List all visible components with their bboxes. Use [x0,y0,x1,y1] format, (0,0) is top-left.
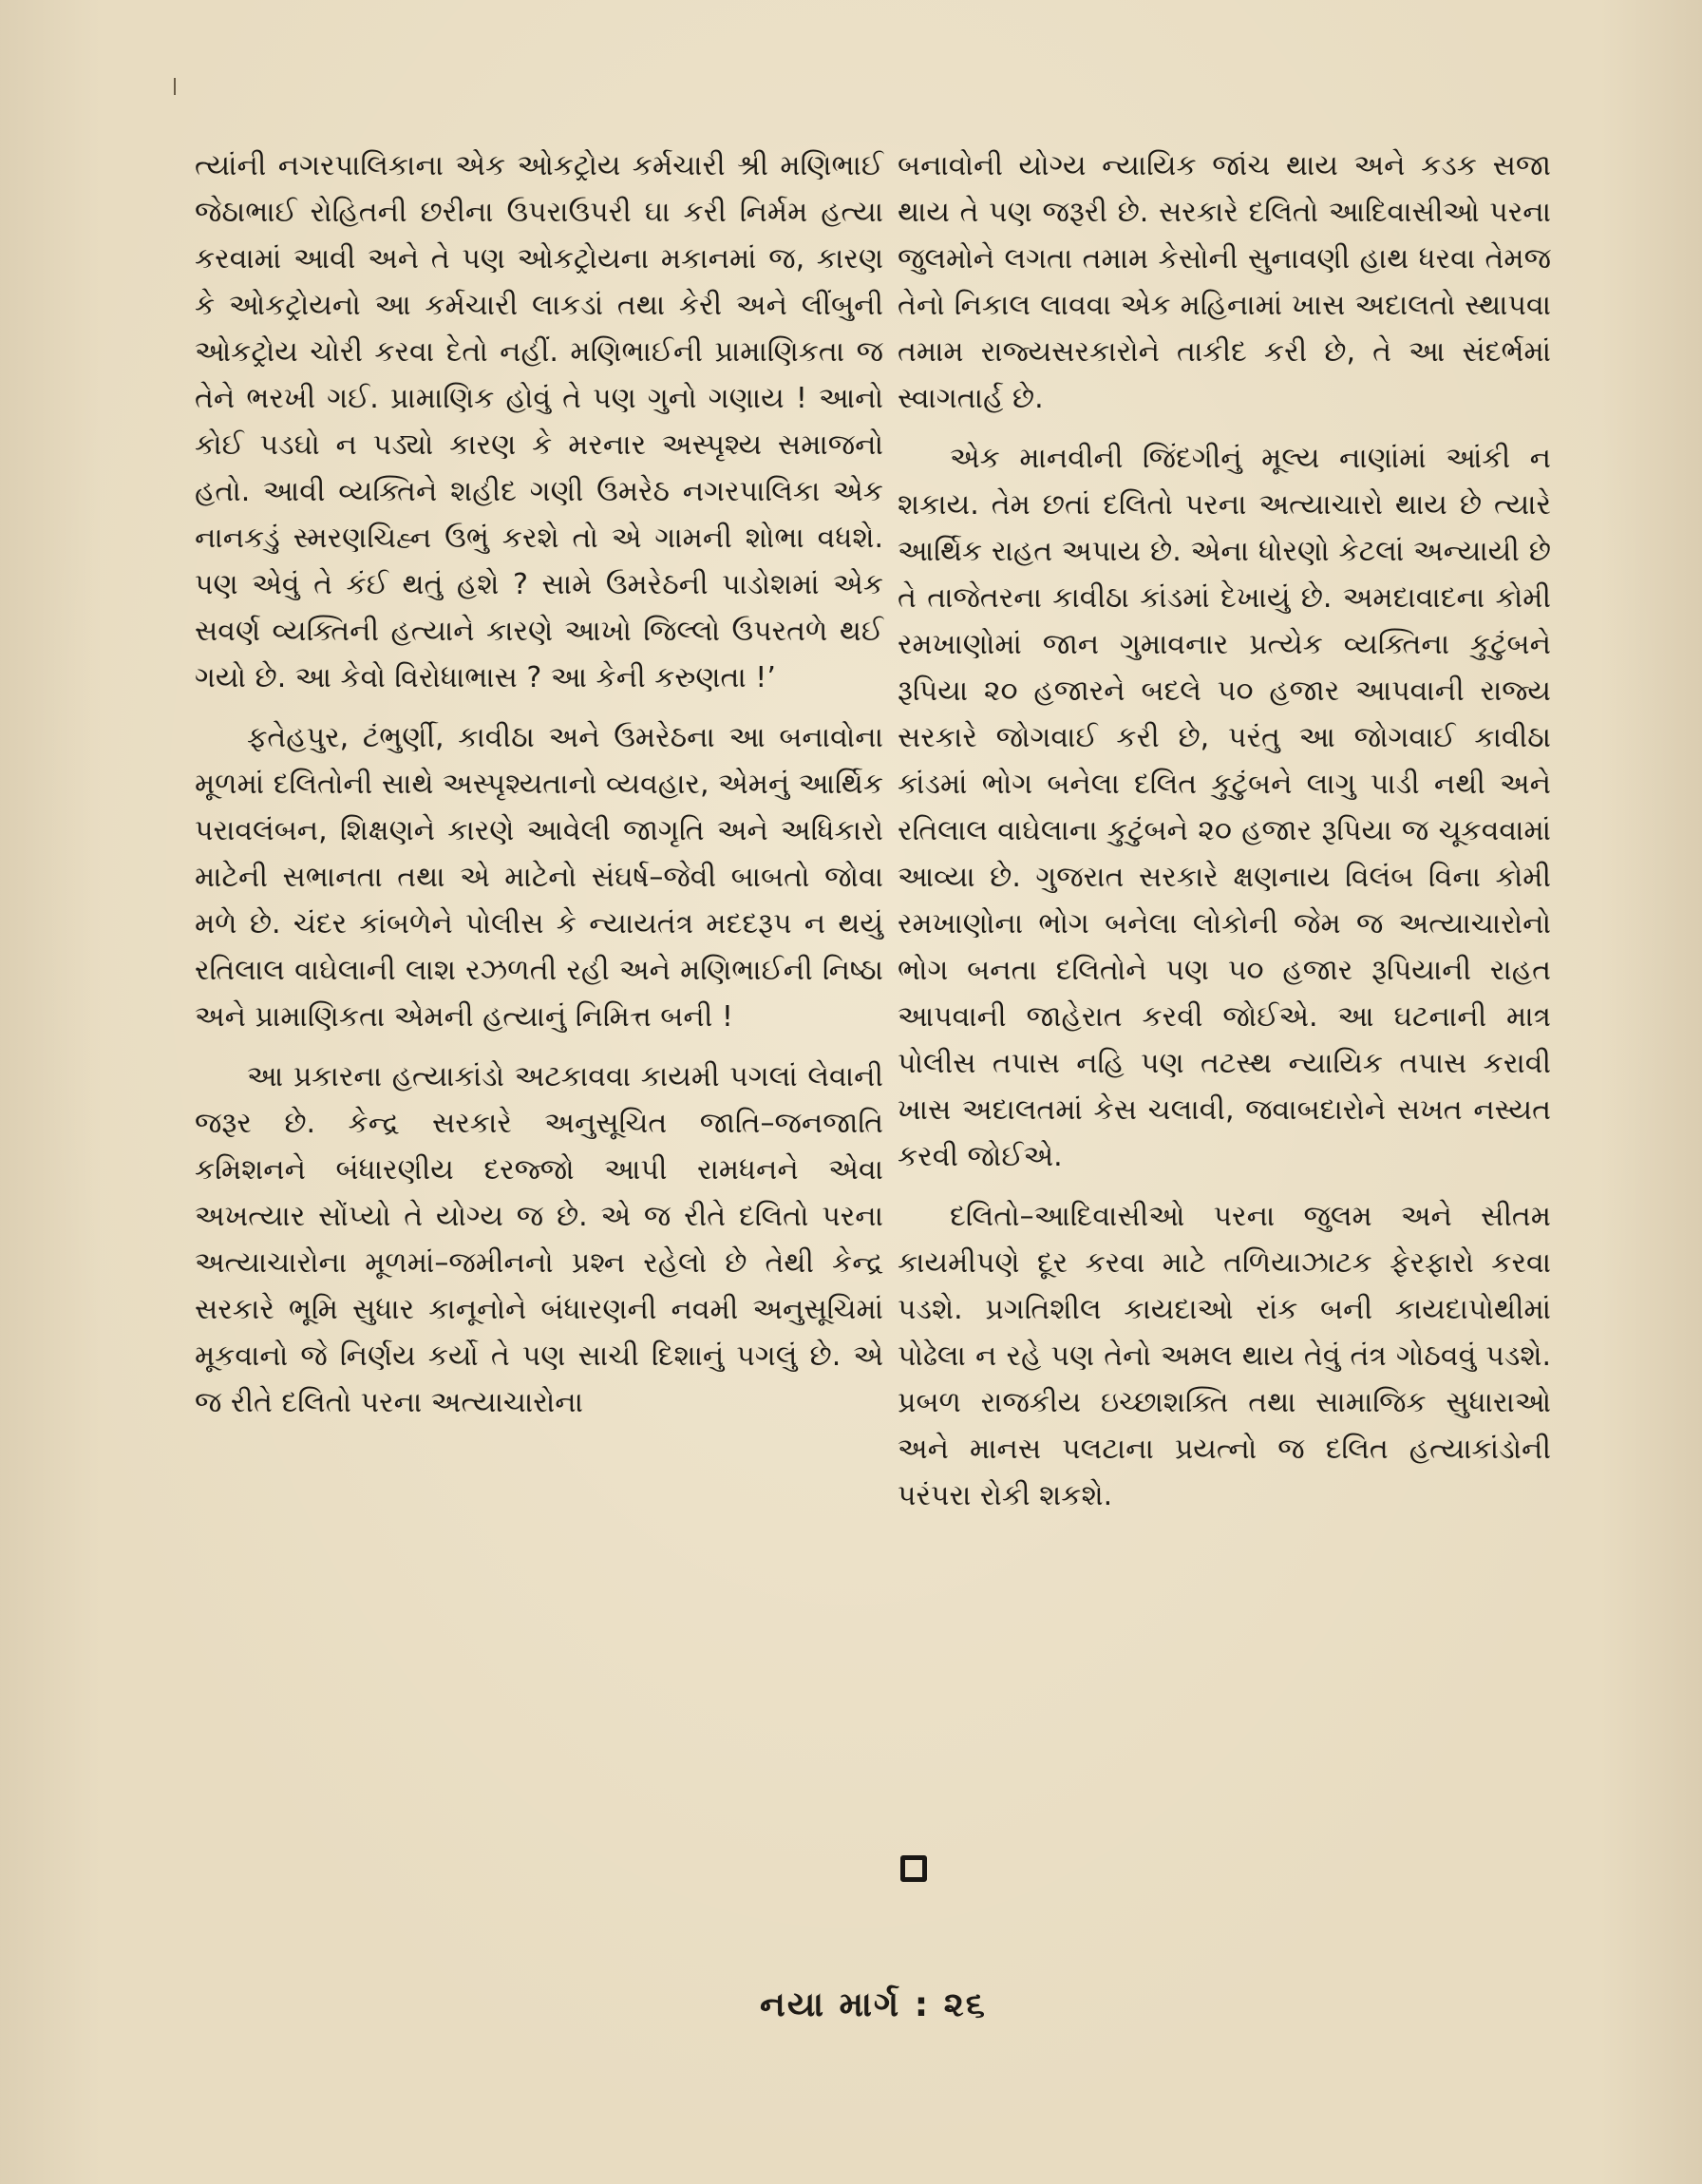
right-column [898,142,1551,1532]
end-of-article-square-icon [900,1855,927,1882]
left-paragraph-3: આ પ્રકારના હત્યાકાંડો અટકાવવા કાયમી પગલાં લેવાની જરૂર છે. કેન્દ્ર સરકારે અનુસૂચિત જાતિ–જનજાતિ કમિશનને બંધારણીય દરજ્જો આપી રામધનને એવા અખત્યાર સોંપ્યો તે યોગ્ય જ છે. એ જ રીતે દલિતો પરના અત્યાચારોના મૂળમાં–જમીનનો પ્રશ્ન રહેલો છે તેથી કેન્દ્ર સરકારે ભૂમિ સુધાર કાનૂનોને બંધારણની નવમી અનુસૂચિમાં મૂકવાનો જે નિર્ણય કર્યો તે પણ સાચી દિશાનું પગલું છે. એ જ રીતે દલિતો પરના અત્યાચારોના [195,1060,883,1419]
page-footer: નયા માર્ગ : ૨૬ [760,1985,987,2024]
left-column [195,142,883,1439]
left-paragraph-2: ફતેહપુર, ટંભુર્ણી, કાવીઠા અને ઉમરેઠના આ બનાવોના મૂળમાં દલિતોની સાથે અસ્પૃશ્યતાનો વ્યવહાર, એમનું આર્થિક પરાવલંબન, શિક્ષણને કારણે આવેલી જાગૃતિ અને અધિકારો માટેની સભાનતા તથા એ માટેનો સંઘર્ષ–જેવી બાબતો જોવા મળે છે. ચંદર કાંબળેને પોલીસ કે ન્યાયતંત્ર મદદરૂપ ન થયું રતિલાલ વાઘેલાની લાશ રઝળતી રહી અને મણિભાઈની નિષ્ઠા અને પ્રામાણિકતા એમની હત્યાનું નિમિત્ત બની ! [195,721,883,1034]
right-paragraph-2: એક માનવીની જિંદગીનું મૂલ્ય નાણાંમાં આંકી ન શકાય. તેમ છતાં દલિતો પરના અત્યાચારો થાય છે ત્યારે આર્થિક રાહત અપાય છે. એના ધોરણો કેટલાં અન્યાયી છે તે તાજેતરના કાવીઠા કાંડમાં દેખાયું છે. અમદાવાદના કોમી રમખાણોમાં જાન ગુમાવનાર પ્રત્યેક વ્યક્તિના કુટુંબને રૂપિયા ૨૦ હજારને બદલે ૫૦ હજાર આપવાની રાજ્ય સરકારે જોગવાઈ કરી છે, પરંતુ આ જોગવાઈ કાવીઠા કાંડમાં ભોગ બનેલા દલિત કુટુંબને લાગુ પાડી નથી અને રતિલાલ વાઘેલાના કુટુંબને ૨૦ હજાર રૂપિયા જ ચૂકવવામાં આવ્યા છે. ગુજરાત સરકારે ક્ષણનાય વિલંબ વિના કોમી રમખાણોના ભોગ બનેલા લોકોની જેમ જ અત્યાચારોનો ભોગ બનતા દલિતોને પણ ૫૦ હજાર રૂપિયાની રાહત આપવાની જાહેરાત કરવી જોઈએ. આ ઘટનાની માત્ર પોલીસ તપાસ નહિ પણ તટસ્થ ન્યાયિક તપાસ કરાવી ખાસ અદાલતમાં કેસ ચલાવી, જવાબદારોને સખત નસ્યત કરવી જોઈએ. [898,442,1551,1173]
left-paragraph-1: ત્યાંની નગરપાલિકાના એક ઓકટ્રોય કર્મચારી શ્રી મણિભાઈ જેઠાભાઈ રોહિતની છરીના ઉપરાઉપરી ઘા કરી નિર્મમ હત્યા કરવામાં આવી અને તે પણ ઓકટ્રોયના મકાનમાં જ, કારણ કે ઓકટ્રોયનો આ કર્મચારી લાકડાં તથા કેરી અને લીંબુની ઓકટ્રોય ચોરી કરવા દેતો નહીં. મણિભાઈની પ્રામાણિકતા જ તેને ભરખી ગઈ. પ્રામાણિક હોવું તે પણ ગુનો ગણાય ! આનો કોઈ પડઘો ન પડ્યો કારણ કે મરનાર અસ્પૃશ્ય સમાજનો હતો. આવી વ્યક્તિને શહીદ ગણી ઉમરેઠ નગરપાલિકા એક નાનકડું સ્મરણચિહ્ન ઉભું કરશે તો એ ગામની શોભા વધશે. પણ એવું તે કંઈ થતું હશે ? સામે ઉમરેઠની પાડોશમાં એક સવર્ણ વ્યક્તિની હત્યાને કારણે આખો જિલ્લો ઉપરતળે થઈ ગયો છે. આ કેવો વિરોધાભાસ ? આ કેની કરુણતા !’ [195,149,883,694]
page-speck [174,78,176,95]
right-paragraph-1: બનાવોની યોગ્ય ન્યાયિક જાંચ થાય અને કડક સજા થાય તે પણ જરૂરી છે. સરકારે દલિતો આદિવાસીઓ પરના જુલમોને લગતા તમામ કેસોની સુનાવણી હાથ ધરવા તેમજ તેનો નિકાલ લાવવા એક મહિનામાં ખાસ અદાલતો સ્થાપવા તમામ રાજ્યસરકારોને તાકીદ કરી છે, તે આ સંદર્ભમાં સ્વાગતાર્હ છે. [898,149,1551,415]
right-paragraph-3: દલિતો–આદિવાસીઓ પરના જુલમ અને સીતમ કાયમીપણે દૂર કરવા માટે તળિયાઝાટક ફેરફારો કરવા પડશે. પ્રગતિશીલ કાયદાઓ રાંક બની કાયદાપોથીમાં પોઢેલા ન રહે પણ તેનો અમલ થાય તેવું તંત્ર ગોઠવવું પડશે. પ્રબળ રાજકીય ઇચ્છાશક્તિ તથા સામાજિક સુધારાઓ અને માનસ પલટાના પ્રયત્નો જ દલિત હત્યાકાંડોની પરંપરા રોકી શકશે. [898,1200,1551,1512]
